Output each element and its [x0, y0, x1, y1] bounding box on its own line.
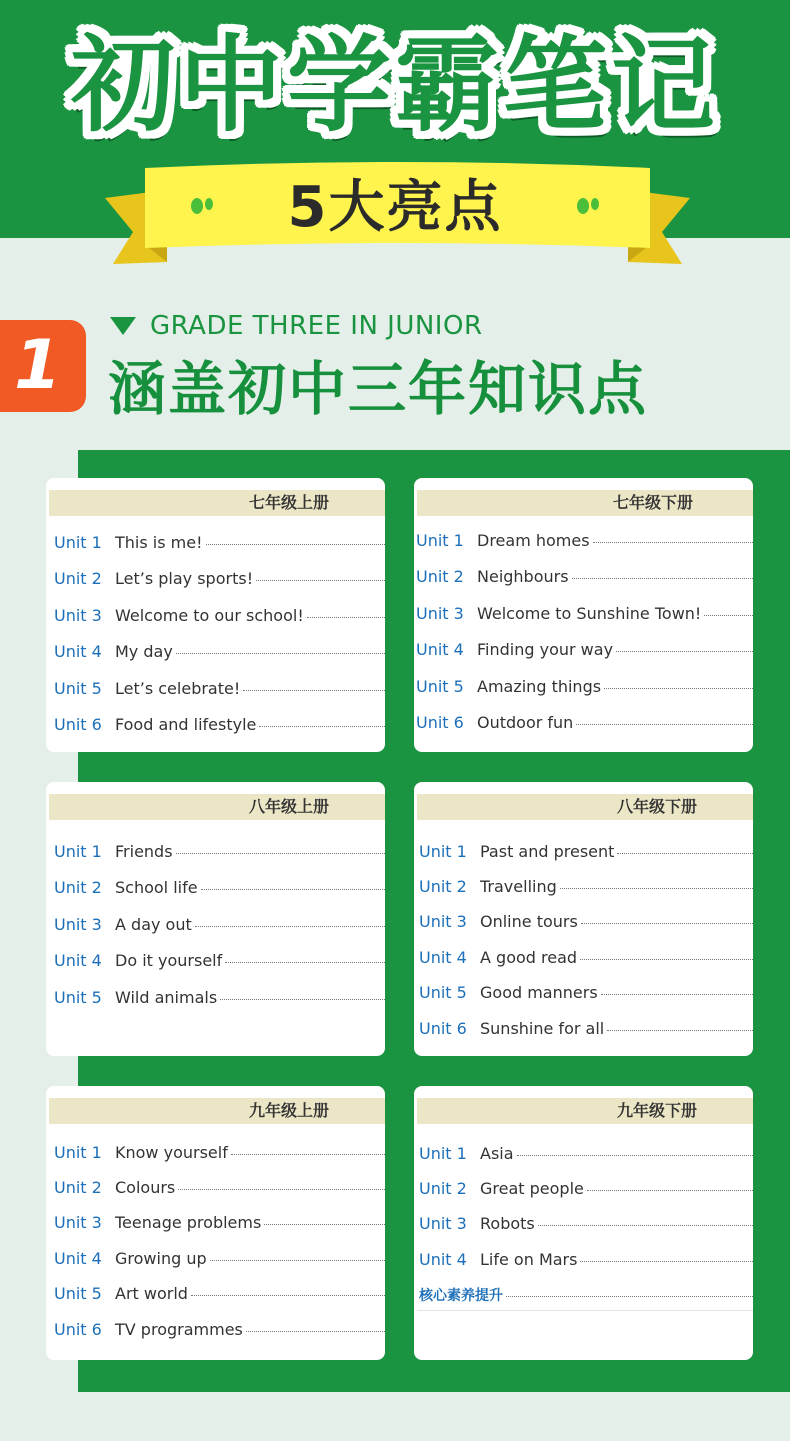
- unit-number: Unit 6: [419, 1018, 467, 1038]
- grade-line: [110, 308, 483, 344]
- dot-leader: [576, 724, 753, 725]
- unit-row: [419, 1176, 753, 1200]
- dot-leader: [264, 1224, 385, 1225]
- unit-title: Colours: [115, 1177, 176, 1197]
- dot-leader: [617, 853, 753, 854]
- dot-leader: [210, 1260, 385, 1261]
- unit-row: [416, 528, 753, 552]
- unit-number: Unit 6: [54, 715, 102, 734]
- dot-leader: [572, 578, 753, 579]
- unit-title: Friends: [115, 841, 173, 861]
- dot-leader: [259, 726, 385, 727]
- unit-title: Great people: [480, 1178, 584, 1198]
- unit-number: Unit 2: [419, 1178, 467, 1198]
- dot-leader: [580, 1261, 753, 1262]
- unit-card: [414, 1086, 753, 1360]
- card-heading: 九年级下册: [617, 1101, 698, 1120]
- dot-leader: [506, 1296, 753, 1297]
- unit-row: [54, 567, 385, 591]
- unit-row: [419, 1247, 753, 1271]
- unit-number: Unit 3: [419, 1214, 467, 1234]
- unit-row: [54, 876, 385, 900]
- unit-card: [46, 478, 385, 752]
- dot-leader: [231, 1154, 385, 1155]
- unit-number: Unit 3: [54, 605, 102, 625]
- unit-row: [54, 985, 385, 1009]
- page-title: 初中学霸笔记: [70, 24, 719, 146]
- unit-row: [419, 839, 753, 863]
- unit-number: Unit 2: [54, 1177, 102, 1197]
- unit-title: Welcome to our school!: [115, 605, 304, 625]
- ribbon-title: 5大亮点: [287, 175, 503, 240]
- unit-number: Unit 1: [419, 1143, 467, 1163]
- unit-title: TV programmes: [115, 1319, 243, 1339]
- dot-leader: [517, 1155, 753, 1156]
- unit-title: Food and lifestyle: [115, 715, 257, 734]
- dot-leader: [587, 1190, 753, 1191]
- unit-row: [416, 638, 753, 662]
- unit-number: Unit 5: [54, 678, 102, 698]
- unit-row: [419, 1016, 753, 1040]
- unit-title: This is me!: [115, 532, 203, 552]
- unit-row: [416, 601, 753, 625]
- dot-leader: [220, 999, 385, 1000]
- unit-row: [54, 530, 385, 554]
- dot-leader: [607, 1030, 753, 1031]
- dot-leader: [560, 888, 753, 889]
- unit-title: Life on Mars: [480, 1249, 578, 1269]
- unit-row: [54, 1282, 385, 1306]
- unit-number: Unit 4: [54, 951, 102, 970]
- unit-row: [416, 674, 753, 698]
- card-heading-bar: [417, 794, 753, 820]
- unit-title: Do it yourself: [115, 951, 223, 970]
- unit-number: Unit 4: [416, 640, 464, 659]
- unit-number: Unit 5: [54, 1284, 102, 1304]
- unit-number: Unit 4: [54, 642, 102, 661]
- unit-row: [54, 839, 385, 863]
- unit-title: Dream homes: [477, 530, 590, 550]
- card-heading: 七年级上册: [249, 493, 330, 512]
- dot-leader: [704, 615, 753, 616]
- unit-number: Unit 1: [416, 530, 464, 550]
- unit-row: [419, 910, 753, 934]
- unit-number: Unit 5: [54, 987, 102, 1007]
- dot-leader: [307, 617, 385, 618]
- unit-title: Wild animals: [115, 987, 218, 1007]
- unit-number: Unit 2: [54, 569, 102, 588]
- card-heading: 七年级下册: [613, 493, 694, 512]
- unit-number: Unit 2: [54, 878, 102, 897]
- unit-number: Unit 2: [416, 567, 464, 586]
- dot-leader: [246, 1331, 385, 1332]
- unit-number: Unit 1: [419, 841, 467, 861]
- core-skills-label: 核心素养提升: [419, 1287, 503, 1304]
- dot-leader: [581, 923, 753, 924]
- unit-card: [414, 782, 753, 1056]
- triangle-down-icon: [110, 317, 136, 335]
- unit-title: Online tours: [480, 912, 578, 932]
- core-skills-row: [419, 1283, 753, 1307]
- section-number: 1: [14, 326, 62, 405]
- unit-title: School life: [115, 878, 198, 897]
- unit-title: Let’s play sports!: [115, 569, 254, 588]
- unit-number: Unit 1: [54, 1142, 102, 1162]
- unit-row: [54, 912, 385, 936]
- unit-number: Unit 3: [54, 914, 102, 934]
- unit-row: [416, 565, 753, 589]
- card-heading-bar: [49, 490, 385, 516]
- unit-title: Travelling: [480, 876, 557, 896]
- unit-number: Unit 4: [419, 1249, 467, 1269]
- dot-leader: [225, 962, 385, 963]
- unit-row: [54, 1175, 385, 1199]
- unit-row: [54, 949, 385, 973]
- unit-number: Unit 5: [416, 676, 464, 696]
- unit-row: [416, 711, 753, 735]
- unit-title: Neighbours: [477, 567, 569, 586]
- unit-row: [54, 1140, 385, 1164]
- unit-row: [54, 640, 385, 664]
- dot-leader: [191, 1295, 385, 1296]
- card-heading-bar: [49, 1098, 385, 1124]
- card-heading-bar: [49, 794, 385, 820]
- grade-line-text: GRADE THREE IN JUNIOR: [150, 311, 483, 341]
- unit-title: Amazing things: [477, 676, 602, 696]
- dot-leader: [243, 690, 385, 691]
- unit-row: [419, 945, 753, 969]
- unit-number: Unit 3: [419, 912, 467, 932]
- unit-number: Unit 4: [419, 947, 467, 967]
- unit-title: Welcome to Sunshine Town!: [477, 603, 702, 623]
- unit-title: Past and present: [480, 841, 615, 861]
- unit-number: Unit 2: [419, 876, 467, 896]
- divider: [417, 1310, 753, 1311]
- dot-leader: [206, 544, 386, 545]
- dot-leader: [616, 651, 753, 652]
- unit-title: Outdoor fun: [477, 713, 574, 732]
- card-heading: 八年级上册: [249, 797, 330, 816]
- card-heading: 九年级上册: [249, 1101, 330, 1120]
- card-heading-bar: [417, 1098, 753, 1124]
- dot-leader: [201, 889, 385, 890]
- unit-title: Growing up: [115, 1248, 207, 1268]
- unit-number: Unit 3: [54, 1213, 102, 1233]
- unit-row: [419, 874, 753, 898]
- unit-row: [54, 1211, 385, 1235]
- unit-title: A good read: [480, 947, 578, 967]
- unit-number: Unit 6: [416, 713, 464, 732]
- unit-row: [419, 1141, 753, 1165]
- unit-card: [46, 1086, 385, 1360]
- unit-card: [414, 478, 753, 752]
- section-subtitle: 涵盖初中三年知识点: [108, 355, 649, 423]
- unit-number: Unit 3: [416, 603, 464, 623]
- unit-title: Robots: [480, 1214, 535, 1234]
- unit-title: Asia: [480, 1143, 514, 1163]
- unit-number: Unit 5: [419, 983, 467, 1003]
- card-heading-bar: [417, 490, 753, 516]
- unit-title: Let’s celebrate!: [115, 678, 241, 698]
- card-heading: 八年级下册: [617, 797, 698, 816]
- unit-title: Teenage problems: [115, 1213, 262, 1233]
- dot-leader: [178, 1189, 385, 1190]
- unit-card: [46, 782, 385, 1056]
- unit-title: Finding your way: [477, 640, 614, 659]
- unit-title: Good manners: [480, 983, 598, 1003]
- dot-leader: [176, 653, 385, 654]
- dot-leader: [601, 994, 753, 995]
- dot-leader: [593, 542, 753, 543]
- unit-row: [54, 713, 385, 737]
- dot-leader: [580, 959, 753, 960]
- dot-leader: [176, 853, 385, 854]
- unit-row: [54, 1246, 385, 1270]
- section-number-badge: [0, 320, 86, 412]
- dot-leader: [195, 926, 385, 927]
- unit-number: Unit 4: [54, 1248, 102, 1268]
- unit-number: Unit 6: [54, 1319, 102, 1339]
- unit-number: Unit 1: [54, 532, 102, 552]
- unit-number: Unit 1: [54, 841, 102, 861]
- unit-title: Sunshine for all: [480, 1018, 605, 1038]
- unit-row: [54, 1317, 385, 1341]
- dot-leader: [538, 1225, 753, 1226]
- unit-row: [419, 1212, 753, 1236]
- unit-title: Know yourself: [115, 1142, 228, 1162]
- dot-leader: [604, 688, 753, 689]
- dot-leader: [256, 580, 385, 581]
- unit-row: [54, 603, 385, 627]
- unit-title: A day out: [115, 914, 192, 934]
- unit-title: My day: [115, 642, 173, 661]
- unit-title: Art world: [115, 1284, 188, 1304]
- unit-row: [419, 981, 753, 1005]
- unit-row: [54, 676, 385, 700]
